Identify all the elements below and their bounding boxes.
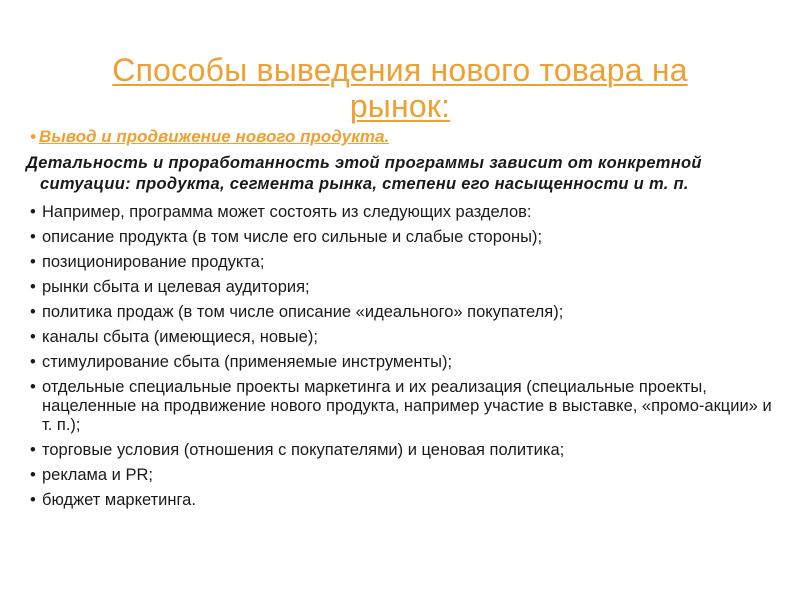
bullet-icon: • (30, 441, 36, 459)
bullet-icon: • (30, 228, 36, 246)
list-item (30, 441, 786, 460)
list-item (30, 253, 786, 272)
bullet-icon: • (30, 303, 36, 321)
list-item (30, 203, 786, 222)
list-item (30, 378, 786, 435)
list-item (30, 228, 786, 247)
list-item-text: позиционирование продукта; (42, 253, 265, 271)
slide-content (26, 126, 786, 516)
slide-title: Способы выведения нового товара на рынок: (112, 52, 688, 124)
bullet-icon: • (30, 203, 36, 221)
bullet-icon: • (30, 491, 36, 509)
list-item-text: торговые условия (отношения с покупателями) и ценовая политика; (42, 441, 565, 459)
bullet-icon: • (30, 328, 36, 346)
list-item (30, 491, 786, 510)
bullet-icon: • (30, 278, 36, 296)
list-item-text: описание продукта (в том числе его сильные и слабые стороны); (42, 228, 543, 246)
intro-paragraph: Детальность и проработанность этой программы зависит от конкретной ситуации: продукта, сегмента рынка, степени его насыщенности и т. п. (26, 154, 702, 193)
list-item-text: отдельные специальные проекты маркетинга и их реализация (специальные проекты, нацеленные на продвижение нового продукта, например участие в выставке, «промо-акции» и т. п.); (42, 378, 772, 434)
list-item-text: стимулирование сбыта (применяемые инструменты); (42, 353, 453, 371)
list-item (30, 466, 786, 485)
bullet-icon: • (30, 378, 36, 396)
bullet-icon: • (30, 353, 36, 371)
list-item-text: политика продаж (в том числе описание «идеального» покупателя); (42, 303, 564, 321)
list-item (30, 328, 786, 347)
list-item-text: Например, программа может состоять из следующих разделов: (42, 203, 532, 221)
bullet-icon: • (30, 466, 36, 484)
list-item-text: каналы сбыта (имеющиеся, новые); (42, 328, 318, 346)
bullet-icon: • (30, 127, 36, 146)
subheading-text: Вывод и продвижение нового продукта. (39, 127, 390, 146)
bullet-list (26, 203, 786, 510)
list-item (30, 353, 786, 372)
list-item (30, 303, 786, 322)
list-item-text: рынки сбыта и целевая аудитория; (42, 278, 310, 296)
list-item-text: бюджет маркетинга. (42, 491, 196, 509)
list-item-text: реклама и PR; (42, 466, 153, 484)
bullet-icon: • (30, 253, 36, 271)
subheading (30, 126, 786, 148)
list-item (30, 278, 786, 297)
